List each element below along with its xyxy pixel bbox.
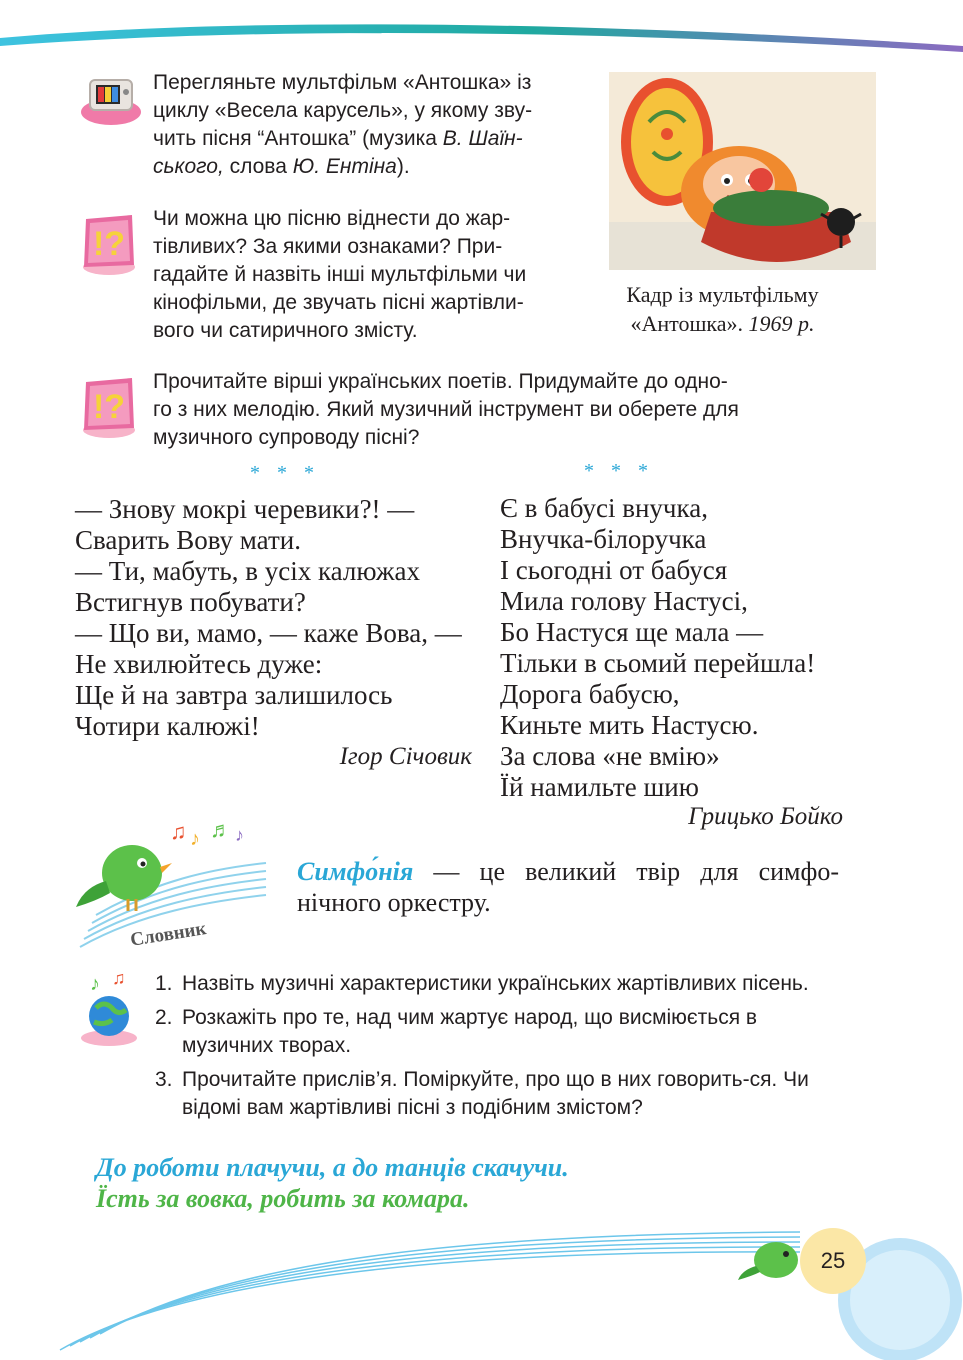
tv-icon [78, 70, 144, 132]
task-item [155, 1066, 841, 1122]
task-number: 2. [155, 1006, 173, 1029]
proverb-1: До роботи плачучи, а до танців скачучи. [96, 1153, 569, 1182]
definition-text: — це великий твір для симфо-нічного оркестру. [297, 857, 839, 917]
poem-line: Внучка-білоручка [500, 524, 707, 554]
task-number: 1. [155, 972, 173, 995]
task-item [155, 970, 841, 998]
q1-line: гадайте й назвіть інші мультфільми чи [153, 263, 527, 286]
poem-line: Не хвилюйтесь дуже: [75, 649, 323, 679]
poem-line: Сварить Вову мати. [75, 525, 301, 555]
svg-text:♫: ♫ [170, 819, 187, 844]
caption-line-1: Кадр із мультфільму [626, 282, 819, 307]
dictionary-badge: Словник [128, 918, 208, 951]
question1-paragraph [153, 205, 585, 345]
poem-line: І сьогодні от бабуся [500, 555, 728, 585]
intro-end: ). [396, 155, 410, 178]
caption-year: 1969 р. [748, 311, 815, 336]
proverb-2: Їсть за вовка, робить за комара. [96, 1184, 470, 1213]
poem2-author: Грицько Бойко [688, 803, 843, 830]
intro-line-2: циклу «Весела карусель», у якому зву- [153, 99, 533, 122]
q1-line: Чи можна цю пісню віднести до жар- [153, 207, 511, 230]
poem-line: Їй намильте шию [500, 772, 699, 802]
intro-line-1: Перегляньте мультфільм «Антошка» із [153, 71, 532, 94]
dictionary-term: Симфо́нія [297, 857, 414, 886]
task-text: Прочитайте прислів’я. Поміркуйте, про що в них говорить-ся. Чи відомі вам жартівливі пісні з подібним змістом? [182, 1068, 809, 1119]
poem-line: — Що ви, мамо, — каже Вова, — [75, 618, 462, 648]
q2-line: го з них мелодію. Який музичний інструмент ви оберете для [153, 398, 739, 421]
poem-line: Дорога бабусю, [500, 679, 680, 709]
svg-text:!?: !? [92, 225, 126, 263]
music-author-b: ського, [153, 155, 224, 178]
question2-paragraph [153, 368, 841, 452]
task-text: Розкажіть про те, над чим жартує народ, що висміюється в музичних творах. [182, 1006, 758, 1057]
poem1-stars: * * * [250, 462, 320, 484]
task-item [155, 1004, 841, 1060]
task-number: 3. [155, 1068, 173, 1091]
poem-line: Мила голову Настусі, [500, 586, 748, 616]
poem1-author: Ігор Січовик [339, 743, 472, 770]
intro-line-3: чить пісня “Антошка” (музика [153, 127, 443, 150]
poem-line: Є в бабусі внучка, [500, 493, 708, 523]
poem-line: Тільки в сьомий перейшла! [500, 648, 816, 678]
q1-line: вого чи сатиричного змісту. [153, 319, 418, 342]
poem-line: Ще й на завтра залишилось [75, 680, 393, 710]
photo-caption [600, 280, 845, 338]
caption-line-2: «Антошка». [630, 311, 744, 336]
poem-line: Киньте мить Настусю. [500, 710, 759, 740]
intro-paragraph [153, 69, 585, 181]
poem-line: Встигнув побувати? [75, 587, 306, 617]
page-number: 25 [800, 1228, 866, 1294]
definition [297, 856, 839, 918]
q1-line: кінофільми, де звучать пісні жартівли- [153, 291, 524, 314]
words-author: Ю. Ентіна [292, 155, 397, 178]
q2-line: музичного супроводу пісні? [153, 426, 420, 449]
music-author-a: В. Шаїн- [442, 127, 523, 150]
q1-line: тівливих? За якими ознаками? При- [153, 235, 503, 258]
poem2 [500, 493, 815, 803]
poem1 [75, 494, 462, 742]
poem-line: За слова «не вмію» [500, 741, 720, 771]
poem-line: Чотири калюжі! [75, 711, 260, 741]
words-label: слова [229, 155, 287, 178]
question-icon [76, 370, 142, 440]
top-decor-stripe [0, 0, 963, 60]
svg-text:!?: !? [92, 388, 126, 426]
poem-line: Бо Настуся ще мала — [500, 617, 764, 647]
cartoon-frame-image [609, 72, 876, 270]
q2-line: Прочитайте вірші українських поетів. Придумайте до одно- [153, 370, 728, 393]
poem-line: — Ти, мабуть, в усіх калюжах [75, 556, 421, 586]
poem-line: — Знову мокрі черевики?! — [75, 494, 415, 524]
globe-icon [76, 968, 142, 1048]
dictionary-illustration [70, 815, 270, 955]
svg-text:♪: ♪ [90, 973, 100, 995]
svg-text:♫: ♫ [112, 968, 126, 988]
task-list [155, 970, 841, 1128]
svg-text:♪: ♪ [235, 825, 244, 845]
svg-text:♪: ♪ [190, 828, 200, 850]
task-text: Назвіть музичні характеристики українських жартівливих пісень. [182, 972, 809, 995]
question-icon [76, 207, 142, 277]
poem2-stars: * * * [584, 460, 654, 482]
svg-text:♬: ♬ [210, 817, 232, 842]
